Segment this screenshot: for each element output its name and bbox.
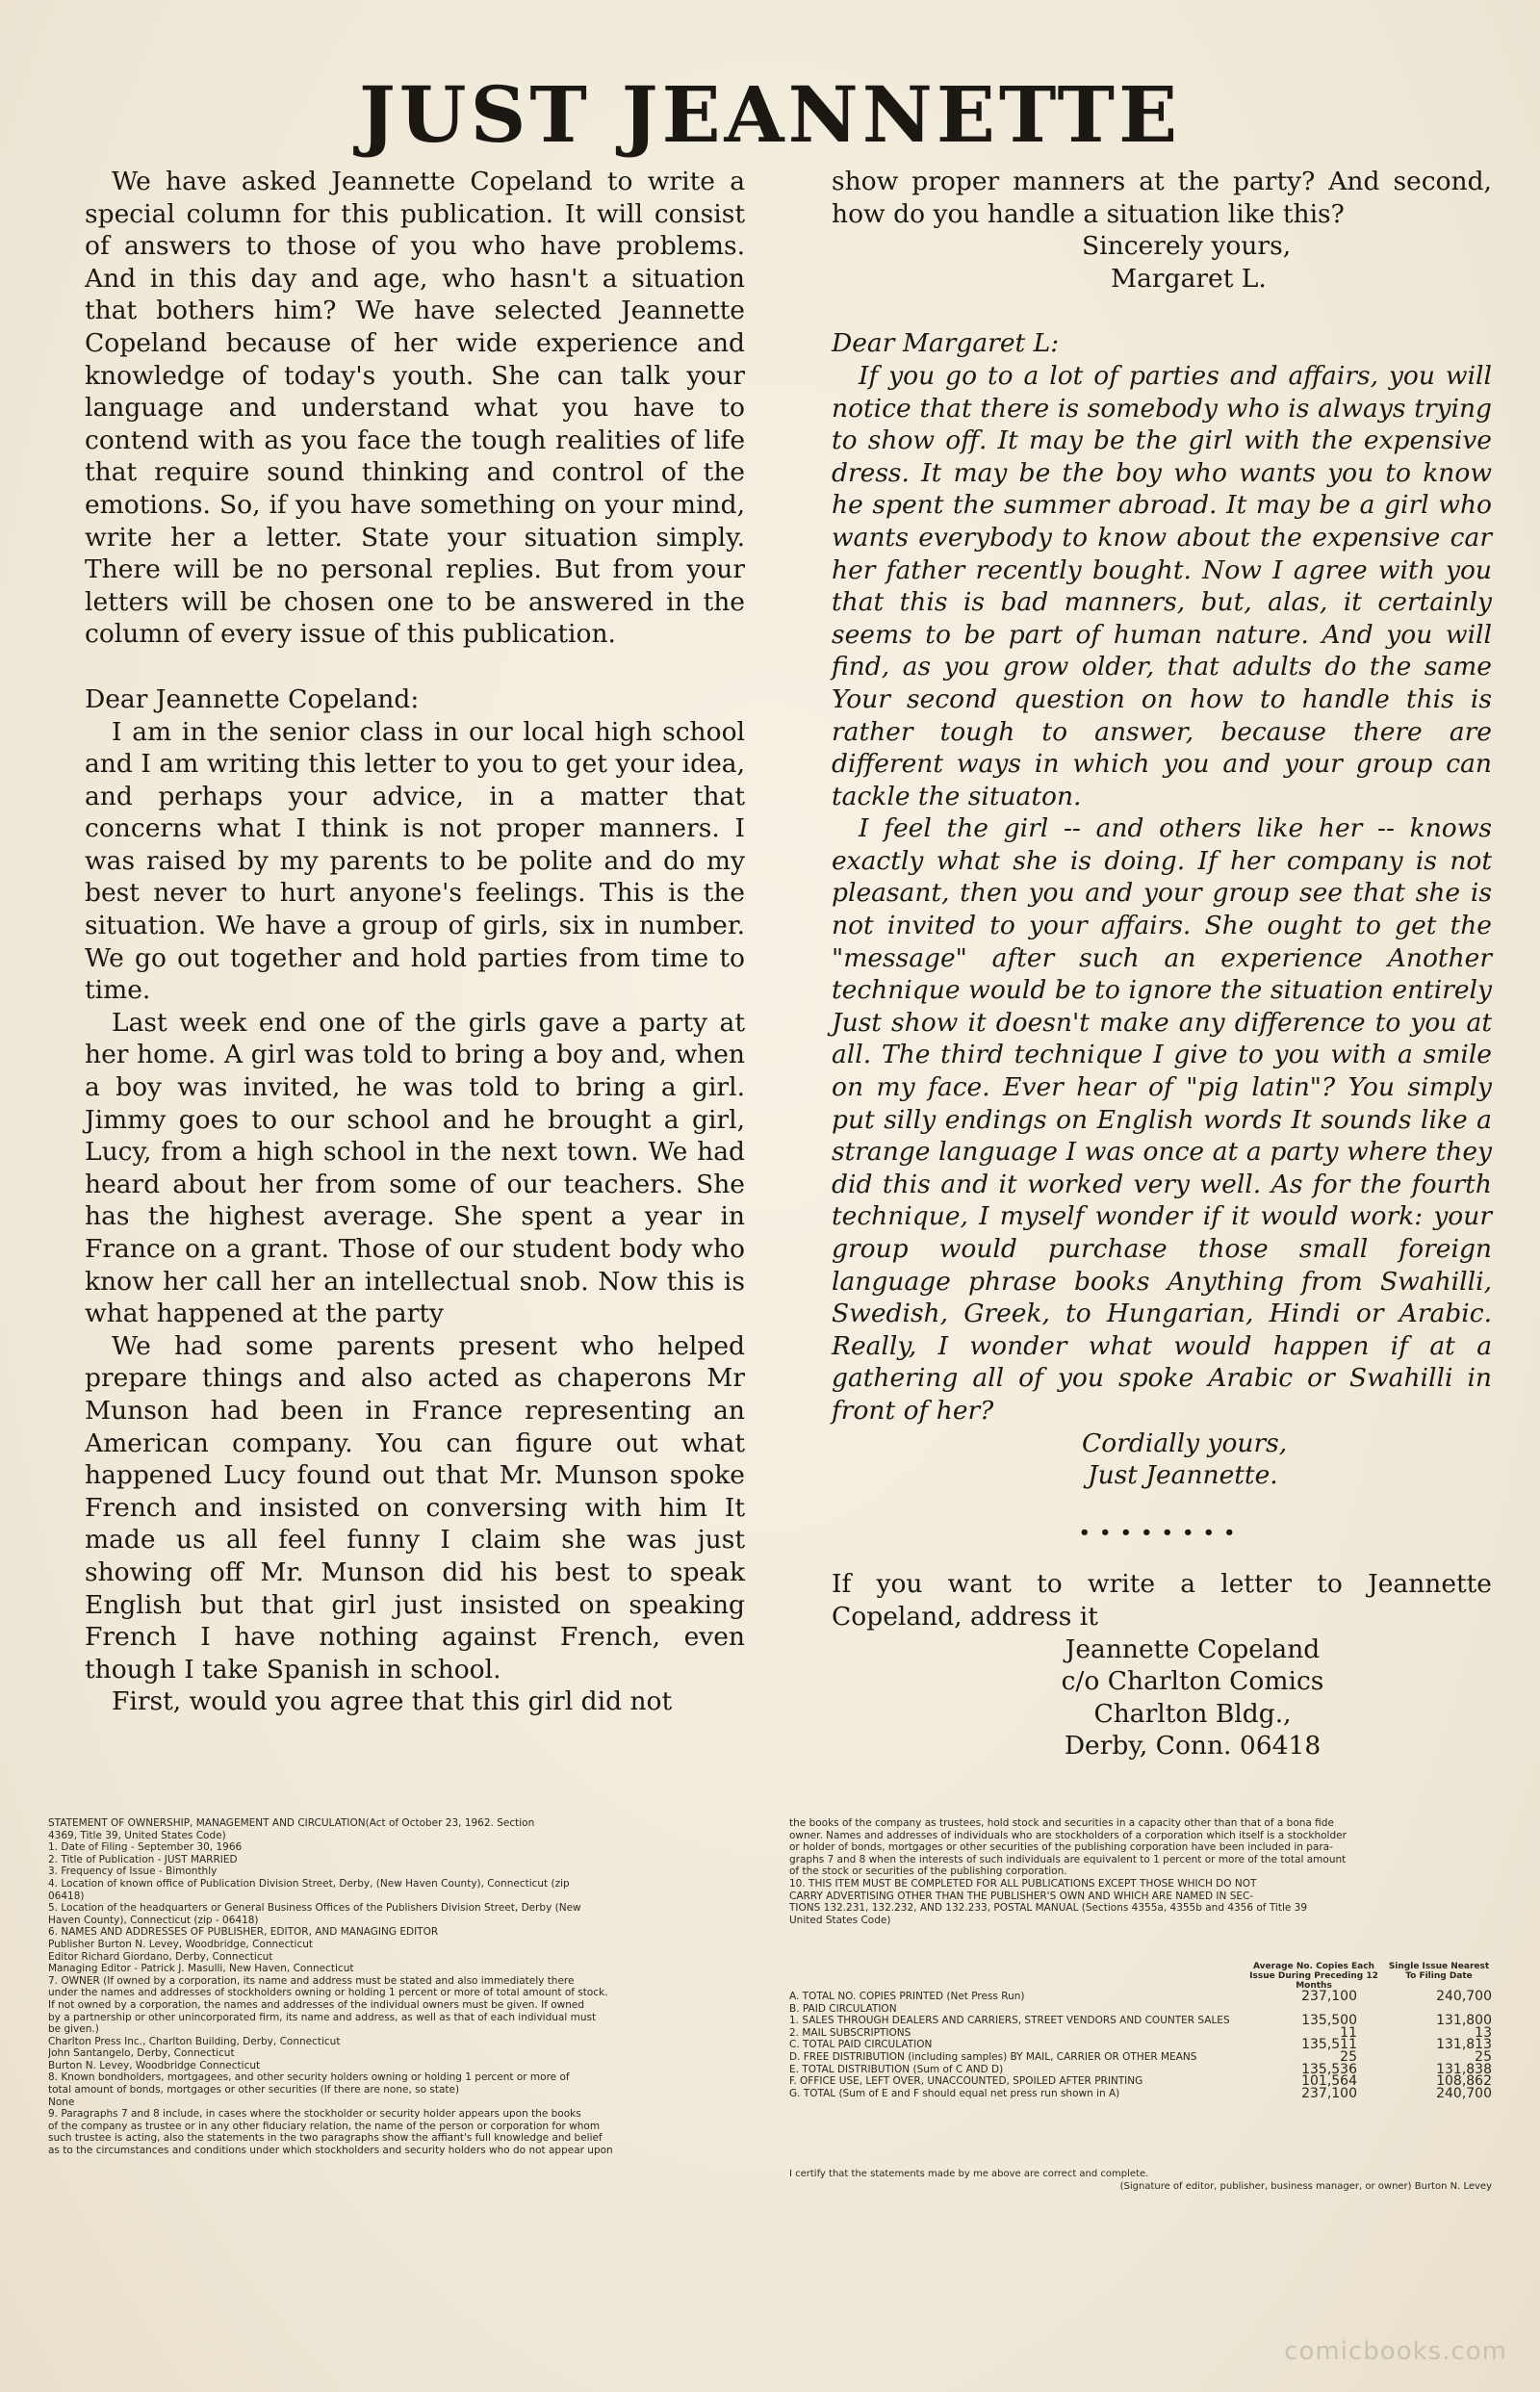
row-value-single: 240,700 (1436, 2085, 1492, 2101)
reply-closing: Cordially yours, (1082, 1427, 1288, 1458)
letter-paragraph-3: We had some parents present who helped prepare things and also acted as chaperons Mr Munson had been in France representing an American company. You can figure out what happened Lucy found out that Mr. Munson spoke French and insisted on conversing with him It made us all feel funny I claim she was just showing off Mr. Munson did his best to speak English but that girl just insisted on speaking French I have nothing against French, even though I take Spanish in school. (85, 1330, 745, 1685)
statement-line: 1. Date of Filing - September 30, 1966 (48, 1841, 243, 1854)
reply-signature: Just Jeannette. (1088, 1460, 1278, 1491)
row-label: A. TOTAL NO. COPIES PRINTED (Net Press Run) (789, 1991, 1025, 2002)
statement-line: 06418) (48, 1890, 85, 1902)
statement-line: 10. THIS ITEM MUST BE COMPLETED FOR ALL PUBLICATIONS EXCEPT THOSE WHICH DO NOT (789, 1877, 1257, 1890)
column-header: Single Issue Nearest To Filing Date (1388, 1962, 1490, 1981)
row-value-average: 135,500 (1301, 2013, 1357, 2029)
statement-line: Haven County), Connecticut (zip - 06418) (48, 1914, 259, 1926)
row-value-average: 237,100 (1301, 1989, 1357, 2004)
statement-line: Publisher Burton N. Levey, Woodbridge, Connecticut (48, 1938, 313, 1950)
row-label: F. OFFICE USE, LEFT OVER, UNACCOUNTED, SPOILED AFTER PRINTING (789, 2075, 1143, 2088)
statement-line: 4. Location of known office of Publication Division Street, Derby, (New Haven County), Connecticut (zip (48, 1877, 570, 1890)
row-label: B. PAID CIRCULATION (789, 2002, 897, 2015)
row-value-average: 11 (1340, 2024, 1357, 2041)
statement-line: Managing Editor - Patrick J. Masulli, New Haven, Connecticut (48, 1963, 354, 1975)
statement-line: total amount of bonds, mortgages or other securities (If there are none, so state) (48, 2084, 460, 2096)
row-value-single: 25 (1475, 2048, 1492, 2065)
statement-line: 4369, Title 39, United States Code) (48, 1829, 226, 1841)
row-label: C. TOTAL PAID CIRCULATION (789, 2039, 933, 2051)
statement-line: of the company as trustee or in any other fiduciary relation, the name of the person or corporation for whom (48, 2120, 601, 2132)
letter-paragraph-4: First, would you agree that this girl did not (112, 1686, 673, 1717)
reply-paragraph-1: If you go to a lot of parties and affairs, you will notice that there is somebody who is always trying to show off. It may be the girl with the expensive dress. It may be the boy who wants you to know he spent the summer abroad. It may be a girl who wants everybody to know about the expensive car her father recently bought. Now I agree with you that this is bad manners, but, alas, it certainly seems to be part of human nature. And you will find, as you grow older, that adults do the same Your second question on how to handle this is rather tough to answer, because there are different ways in which you and your group can tackle the situaton. (832, 360, 1492, 811)
row-value-single: 13 (1475, 2024, 1492, 2041)
row-value-average: 135,536 (1301, 2061, 1357, 2077)
address-line: c/o Charlton Comics (1061, 1666, 1324, 1697)
statement-line: CARRY ADVERTISING OTHER THAN THE PUBLISHER'S OWN AND WHICH ARE NAMED IN SEC- (789, 1890, 1254, 1902)
row-label: E. TOTAL DISTRIBUTION (Sum of C AND D) (789, 2063, 1004, 2075)
letter-salutation: Dear Jeannette Copeland: (85, 683, 420, 714)
letter-continuation: show proper manners at the party? And second, how do you handle a situation like this? (832, 167, 1492, 229)
statement-left-column (48, 1817, 775, 2157)
mailing-address (832, 1633, 1492, 1762)
statement-line: 2. Title of Publication - JUST MARRIED (48, 1853, 238, 1865)
statement-line: None (48, 2096, 75, 2108)
statement-line: 5. Location of the headquarters or General Business Offices of the Publishers Division Street, Derby (New (48, 1902, 581, 1915)
row-label: D. FREE DISTRIBUTION (including samples) BY MAIL, CARRIER OR OTHER MEANS (789, 2050, 1197, 2063)
row-value-single: 108,862 (1436, 2073, 1492, 2090)
statement-line: If not owned by a corporation, the names and addresses of the individual owners must be given. If owned (48, 1998, 585, 2011)
row-value-average: 135,511 (1301, 2037, 1357, 2053)
circulation-table (789, 1962, 1492, 2099)
address-line: Derby, Conn. 06418 (1064, 1731, 1322, 1762)
statement-line: 6. NAMES AND ADDRESSES OF PUBLISHER, EDITOR, AND MANAGING EDITOR (48, 1926, 439, 1939)
circulation-row (789, 2039, 1492, 2051)
statement-line: graphs 7 and 8 when the interests of such individuals are equivalent to 1 percent or more of the total amount (789, 1853, 1347, 1865)
statement-line: be given.) (48, 2023, 99, 2036)
ownership-statement (48, 1817, 1492, 2202)
statement-line: 3. Frequency of Issue - Bimonthly (48, 1865, 218, 1878)
circulation-row (789, 2075, 1492, 2088)
statement-right-column (789, 1817, 1492, 1926)
row-value-single: 131,838 (1436, 2061, 1492, 2077)
write-in-instructions: If you want to write a letter to Jeannette Copeland, address it (832, 1569, 1492, 1632)
statement-line: Burton N. Levey, Woodbridge Connecticut (48, 2059, 261, 2071)
circulation-header-row (789, 1962, 1492, 1991)
statement-line: John Santangelo, Derby, Connecticut (48, 2047, 235, 2060)
circulation-row (789, 2015, 1492, 2027)
letter-signature: Margaret L. (1111, 263, 1267, 294)
intro-paragraph: We have asked Jeannette Copeland to write a special column for this publication. It will consist of answers to those of you who have problems. And in this day and age, who hasn't a situation that bothers him? We have selected Jeannette Copeland because of her wide experience and knowledge of today's youth. She can talk your language and understand what you have to contend with as you face the tough realities of life that require sound thinking and control of the emotions. So, if you have something on your mind, write her a letter. State your situation simply. There will be no personal replies. But from your letters will be chosen one to be answered in the column of every issue of this publication. (85, 167, 745, 650)
statement-line: 8. Known bondholders, mortgagees, and other security holders owning or holding 1 percent or more of (48, 2071, 570, 2084)
letter-paragraph-2: Last week end one of the girls gave a party at her home. A girl was told to bring a boy and, when a boy was invited, he was told to bring a girl. Jimmy goes to our school and he brought a girl, Lucy, from a high school in the next town. We had heard about her from some of our teachers. She has the highest average. She spent a year in France on a grant. Those of our student body who know her call her an intellectual snob. Now this is what happened at the party (85, 1007, 745, 1329)
row-value-single: 240,700 (1436, 1989, 1492, 2004)
letter-paragraph-1: I am in the senior class in our local high school and I am writing this letter to you to get your idea, and perhaps your advice, in a matter that concerns what I think is not proper manners. I was raised by my parents to be polite and do my best never to hurt anyone's feelings. This is the situation. We have a group of girls, six in number. We go out together and hold parties from time to time. (85, 716, 745, 1006)
circulation-row (789, 2051, 1492, 2064)
certify-text: I certify that the statements made by me above are correct and complete. (789, 2169, 1149, 2179)
statement-line: TIONS 132.231, 132.232, AND 132.233, POSTAL MANUAL (Sections 4355a, 4355b and 4356 of Title 39 (789, 1902, 1308, 1915)
statement-line: the books of the company as trustees, hold stock and securities in a capacity other than that of a bona fide (789, 1817, 1334, 1829)
statement-line: owner. Names and addresses of individuals who are stockholders of a corporation which itself is a stockholder (789, 1829, 1347, 1841)
row-value-single: 131,813 (1436, 2037, 1492, 2053)
row-value-average: 237,100 (1301, 2085, 1357, 2101)
star-divider: •••••••• (1078, 1522, 1245, 1543)
letter-closing: Sincerely yours, (1082, 231, 1292, 262)
reply-paragraph-2: I feel the girl -- and others like her -- knows exactly what she is doing. If her company is not pleasant, then you and your group see that she is not invited to your affairs. She ought to get the "message" after such an experience Another technique would be to ignore the situation entirely Just show it doesn't make any difference to you at all. The third technique I give to you with a smile on my face. Ever hear of "pig latin"? You simply put silly endings on English words It sounds like a strange language I was once at a party where they did this and it worked very well. As for the fourth technique, I myself wonder if it would work: your group would purchase those small foreign language phrase books Anything from Swahilli, Swedish, Greek, to Hungarian, Hindi or Arabic. Really, I wonder what would happen if at a gathering all of you spoke Arabic or Swahilli in front of her? (832, 813, 1492, 1426)
column-header: Average No. Copies Each Issue During Preceding 12 Months (1249, 1962, 1378, 1991)
statement-line: or holder of bonds, mortgages or other securities of the publishing corporation have been included in para- (789, 1841, 1333, 1854)
watermark: comicbooks.com (1284, 2337, 1507, 2366)
statement-line: under the names and addresses of stockholders owning or holding 1 percent or more of total amount of stock. (48, 1987, 608, 1999)
statement-line: such trustee is acting, also the statements in the two paragraphs show the affiant's full knowledge and belief (48, 2132, 603, 2145)
circulation-row (789, 2088, 1492, 2100)
statement-line: 9. Paragraphs 7 and 8 include, in cases where the stockholder or security holder appears upon the books (48, 2108, 581, 2121)
signature-text: (Signature of editor, publisher, business manager, or owner) Burton N. Levey (1119, 2180, 1492, 2192)
row-label: G. TOTAL (Sum of E and F should equal net press run shown in A) (789, 2087, 1120, 2099)
statement-line: Charlton Press Inc., Charlton Building, Derby, Connecticut (48, 2035, 341, 2047)
row-label: 1. SALES THROUGH DEALERS AND CARRIERS, STREET VENDORS AND COUNTER SALES (789, 2015, 1230, 2027)
row-value-average: 101,564 (1301, 2073, 1357, 2090)
statement-line: 7. OWNER (If owned by a corporation, its name and address must be stated and also immediately there (48, 1974, 575, 1987)
statement-line: STATEMENT OF OWNERSHIP, MANAGEMENT AND CIRCULATION(Act of October 23, 1962. Section (48, 1817, 535, 1829)
left-column (85, 166, 745, 1718)
page-title: JUST JEANNETTE (358, 69, 1182, 160)
address-line: Jeannette Copeland (1065, 1633, 1321, 1664)
row-value-single: 131,800 (1436, 2013, 1492, 2029)
statement-line: United States Code) (789, 1914, 891, 1926)
statement-line: of the stock or securities of the publishing corporation. (789, 1865, 1067, 1878)
statement-line: as to the circumstances and conditions under which stockholders and security holders who do not appear upon (48, 2145, 613, 2157)
row-value-average: 25 (1340, 2048, 1357, 2065)
row-label: 2. MAIL SUBSCRIPTIONS (789, 2026, 911, 2039)
reply-salutation: Dear Margaret L: (832, 328, 1060, 359)
statement-line: by a partnership or other unincorporated firm, its name and address, as well as that of each individual must (48, 2011, 597, 2023)
circulation-row (789, 1991, 1492, 2003)
circulation-row (789, 2003, 1492, 2016)
right-column (832, 166, 1492, 1762)
address-line: Charlton Bldg., (1093, 1698, 1292, 1729)
statement-line: Editor Richard Giordano, Derby, Connecticut (48, 1950, 273, 1963)
circulation-row (789, 2027, 1492, 2040)
circulation-row (789, 2064, 1492, 2076)
certification-line (789, 2169, 1492, 2193)
